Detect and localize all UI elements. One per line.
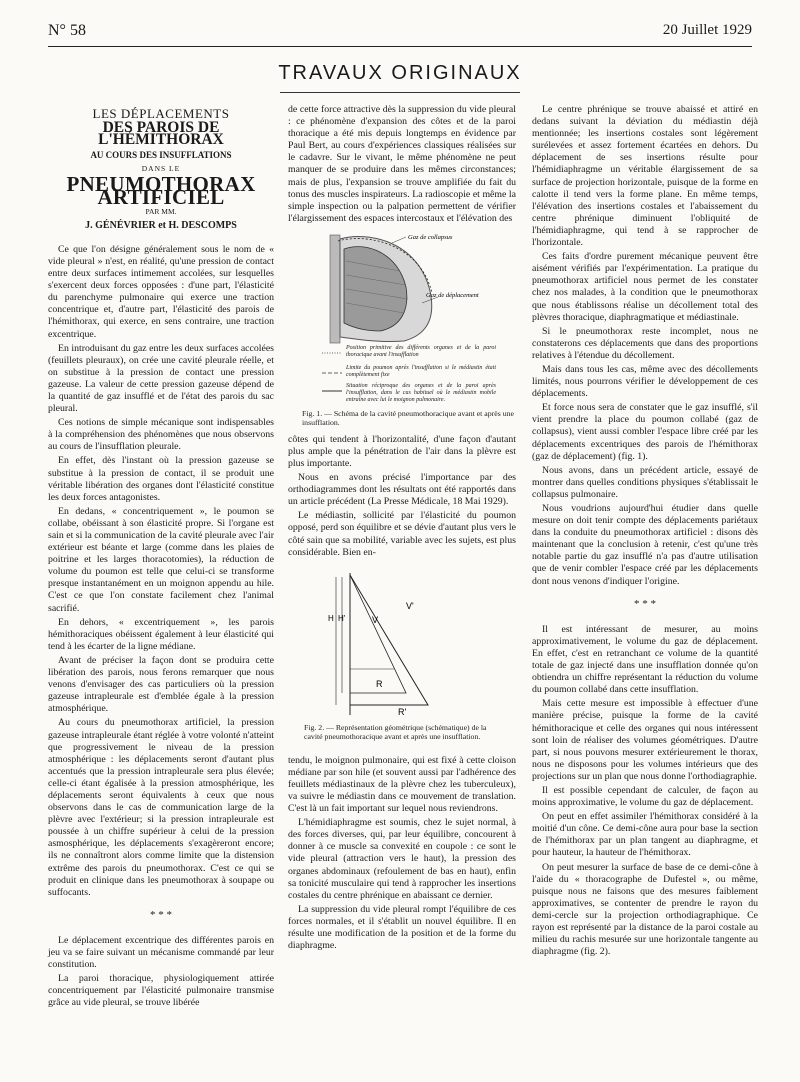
- figure-2: [304, 565, 502, 755]
- paragraph: Le médiastin, sollicité par l'élasticité du poumon opposé, perd son équilibre et se dévie d'autant plus vers le côté sain que sa mobilité, variable avec les sujets, est plus considérable. Bien en-: [288, 510, 516, 558]
- paragraph: Il est intéressant de mesurer, au moins approximativement, le volume du gaz de déplacement. En effet, c'est en retranchant ce volume de la quantité totale de gaz injecté dans une insufflation donnée qu'on obtiendra un chiffre représentant la réduction du volume du poumon collabé dans cette insufflation.: [532, 623, 758, 696]
- column-2: [288, 104, 516, 954]
- section-separator: * * *: [150, 908, 172, 921]
- paragraph: tendu, le moignon pulmonaire, qui est fixé à cette cloison médiane par son hile (et souvent aussi par l'adhérence des feuillets médiastinaux de la plèvre chez les tuberculeux), va suivre le médiastin dans ce mouvement de translation. C'est là un fait important sur lequel nous reviendrons.: [288, 754, 516, 815]
- article-byline: PAR MM.: [145, 206, 177, 216]
- label-r-prime: R': [398, 706, 407, 717]
- paragraph: La paroi thoracique, physiologiquement attirée concentriquement par l'élasticité pulmonaire transmise grâce au vide pleural, se trouve libérée: [48, 973, 274, 1009]
- paragraph: En introduisant du gaz entre les deux surfaces accolées (feuillets pleuraux), on crée une cavité pleurale réelle, et on substitue à la pression de contact une pression gazeuse. La valeur de cette pression gazeuse dépend de la quantité de gaz insufflé et de l'état des parois du sac pleural.: [48, 342, 274, 415]
- paragraph: côtes qui tendent à l'horizontalité, d'une façon d'autant plus ample que la pénétration de l'air dans la plèvre est plus importante.: [288, 433, 516, 469]
- article-title-line4: DANS LE: [141, 164, 181, 174]
- article-title-main: PNEUMOTHORAX ARTIFICIEL: [66, 172, 256, 209]
- paragraph: On peut en effet assimiler l'hémithorax considéré à la moitié d'un cône. Ce demi-cône aura pour base la section de l'hémithorax par un plan tangent au diaphragme, et pour hauteur, la hauteur de l'hémithorax.: [532, 811, 758, 859]
- label-gaz-deplacement: Gaz de déplacement: [426, 291, 479, 299]
- label-gaz-collapsus: Gaz de collapsus: [408, 233, 453, 241]
- paragraph: Et force nous sera de constater que le gaz insufflé, s'il vient prendre la place du poumon collabé (gaz de collapsus), vient aussi combler l'espace libre créé par les déplacements excentriques des parois de l'hémithorax (gaz de déplacement) (fig. 1).: [532, 402, 758, 462]
- paragraph: La suppression du vide pleural rompt l'équilibre de ces forces normales, et il s'établit un nouvel équilibre. Il en résulte une modification de la position et de la forme du diaphragme.: [288, 903, 516, 952]
- spine-shape: [330, 235, 340, 343]
- issue-number: N° 58: [48, 22, 86, 39]
- legend-item: Position primitive des différents organes et de la paroi thoracique avant l'insufflation: [346, 344, 496, 358]
- paragraph: Avant de préciser la façon dont se produira cette libération des parois, nous ferons remarquer que nous venons d'envisager des cas particuliers où la pression gazeuse intrapleurale est d'emblée égale à la pression atmosphérique.: [48, 654, 274, 715]
- paragraph: L'hémidiaphragme est soumis, chez le sujet normal, à des forces diverses, qui, par leur équilibre, concourent à donner à ce muscle sa convexité en coupole : ce sont le vide pleural (attraction vers le haut), la pression des organes abdominaux (refoulement de bas en haut), enfin sa tonicité musculaire qui tend à rapprocher les insertions costales du centre phrénique en abaissant ce dernier.: [288, 817, 516, 901]
- paragraph: Mais cette mesure est impossible à effectuer d'une manière précise, puisque la forme de la cavité hémithoracique et celle des organes qui nous intéressent sont loin de réaliser des volumes géométriques. D'autre part, si nous pouvons mesurer extérieurement le thorax, nous ne disposons pour les volumes intérieurs que des projections sur un plan que nous donne l'orthodiagraphie.: [532, 698, 758, 782]
- figure-2-drawing: [310, 565, 502, 721]
- paragraph: Au cours du pneumothorax artificiel, la pression gazeuse intrapleurale étant réglée à votre volonté n'atteint que progressivement le niveau de la pression atmosphérique : les déplacements seront d'autant plus accentués que la pression intrapleurale sera plus élevée; celle-ci étant égalisée à la pression atmosphérique, les déplacements seront équivalents à ceux que nous observons dans le cas de communication large de la plèvre avec l'extérieur; si la pression intrapleurale est poussée à un chiffre supérieur à celui de la pression asmosphérique, les déplacements s'exagèreront encore; ils ne connaîtront alors comme limite que la distension extrême des parois du pneumothorax. C'est ce qui se produit en clinique dans les pneumothorax à soupape ou suffocants.: [48, 717, 274, 898]
- paragraph: Ces faits d'ordre purement mécanique peuvent être aisément vérifiés par l'expérimentation. La pratique du pneumothorax artificiel nous permet de les constater chez nos malades, à la condition que le pneumothorax que nous établissons réalise un décollement total des plèvres thoracique, diaphragmatique et médiastinale.: [532, 251, 758, 323]
- figure-2-caption: Fig. 2. — Représentation géométrique (schématique) de la cavité pneumothoracique avant et après une insufflation.: [304, 722, 487, 742]
- figure-1-caption: Fig. 1. — Schéma de la cavité pneumothoracique avant et après une insufflation.: [302, 408, 514, 428]
- article-title-line1: LES DÉPLACEMENTS: [92, 106, 230, 121]
- legend-item: Situation réciproque des organes et de la paroi après l'insufflation, dans le cas habituel où le médiastin mobile entraîne avec lui le moignon pulmonaire.: [346, 382, 496, 403]
- article-title-line3: AU COURS DES INSUFFLATIONS: [90, 150, 232, 161]
- paragraph: Si le pneumothorax reste incomplet, nous ne constaterons ces déplacements que dans des proportions relatives à l'étendue du décollement.: [532, 325, 758, 361]
- paragraph: Nous voudrions aujourd'hui étudier dans quelle mesure on doit tenir compte des déplacements pariétaux dans la conduite du pneumothorax artificiel : disons dès maintenant que la conclusion à retenir, c'est qu'une très notable partie du gaz insufflé n'a pas d'autre utilisation que de venir combler l'espace créé par les déplacements dont nous venons d'indiquer l'origine.: [532, 503, 758, 587]
- paragraph: Ces notions de simple mécanique sont indispensables à la compréhension des phénomènes que nous observons au cours de l'insufflation pleurale.: [48, 417, 274, 453]
- paragraph: Il est possible cependant de calculer, de façon au moins approximative, le volume du gaz de déplacement.: [532, 784, 758, 809]
- article-authors: J. GÉNÉVRIER et H. DESCOMPS: [85, 219, 237, 231]
- column-1: [48, 104, 274, 1011]
- paragraph: Ce que l'on désigne généralement sous le nom de « vide pleural » n'est, en réalité, qu'une pression de contact entre deux surfaces intimement accolées, sur lesquelles s'exercent deux forces opposées : d'une part, l'élasticité du parenchyme pulmonaire qui exerce une traction concentrique et, d'autre part, l'élasticité des parois de l'hémithorax, qui exerce, en sens contraire, une traction excentrique.: [48, 243, 274, 340]
- paragraph: En dedans, « concentriquement », le poumon se collabe, obéissant à son élasticité propre. Si l'organe est sain et si la communication de la cavité pleurale avec l'air extérieur est béante et large (comme dans les plaies de poitrine et les larges thoracotomies), la réduction de volume du poumon est telle que celui-ci se transforme presque instantanément en un moignon appendu au hile. C'est ce que l'on constate facilement chez l'animal sacrifié.: [48, 505, 274, 614]
- section-rule: [280, 92, 520, 93]
- label-v-prime: V': [406, 600, 414, 611]
- paragraph: Nous en avons précisé l'importance par des orthodiagrammes dont les résultats ont été rapportés dans un article précédent (La Presse Médicale, 18 Mai 1929).: [288, 472, 516, 508]
- paragraph: Mais dans tous les cas, même avec des décollements limités, nous pourrons vérifier le développement de ces déplacements.: [532, 363, 758, 400]
- section-separator: * * *: [634, 597, 656, 610]
- cone-before: [350, 575, 428, 705]
- paragraph: Le centre phrénique se trouve abaissé et attiré en dedans suivant la déviation du médiastin déjà mentionnée; les insertions costales sont légèrement surélevées et assez fortement écartées en dehors. Du déplacement de ses insertions résulte pour l'hémidiaphragme un véritable élargissement de sa surface de projection horizontale, puisque de la forme en calotte il tend vers la forme plane. En même temps, l'élévation des insertions costales et l'abaissement du centre phrénique diminuent l'obliquité de l'hémidiaphragme, qui tend à se rapprocher de l'horizontale.: [532, 104, 758, 249]
- column-3: [532, 104, 758, 960]
- issue-date: 20 Juillet 1929: [662, 22, 752, 38]
- paragraph: Le déplacement excentrique des différentes parois en jeu va se faire suivant un mécanisme commandé par leur constitution.: [48, 934, 274, 971]
- paragraph: En dehors, « excentriquement », les parois hémithoraciques obéissent également à leur élasticité qui tend à les écarter de la ligne médiane.: [48, 616, 274, 652]
- paragraph: On peut mesurer la surface de base de ce demi-cône à l'aide du « thoracographe de Dufestel », ou même, puisque nous ne faisons que des mesures faiblement approximatives, se contenter de prendre le rayon du demi-cercle sur la projection orthodiagraphique. Ce rayon est représenté par la distance de la paroi costale au milieu du rachis mesurée sur une horizontale tangente au diaphragme (fig. 2).: [532, 861, 758, 958]
- legend-item: Limite du poumon après l'insufflation si le médiastin était complètement fixe: [346, 364, 496, 378]
- label-r: R: [376, 678, 383, 689]
- cone-after: [350, 575, 406, 693]
- figure-1: [308, 231, 504, 407]
- figure-1-legend: [346, 345, 496, 404]
- page-header: [48, 20, 752, 47]
- label-h: H: [328, 613, 334, 623]
- paragraph: de cette force attractive dès la suppression du vide pleural : ce phénomène d'expansion des côtes et de la paroi thoracique a été mis depuis longtemps en évidence par Paul Bert, au cours d'expériences classiques réalisées sur le cadavre. Sur le vivant, le même phénomène ne peut manquer de se produire dans les mêmes circonstances; mais de plus, l'expansion se trouve amplifiée du fait du tonus des muscles inspirateurs. La radioscopie et même la simple inspection ou la palpation permettent de vérifier l'élargissement des espaces intercostaux et l'élévation des: [288, 104, 516, 224]
- article-title-line2: DES PAROIS DE L'HÉMITHORAX: [98, 119, 224, 149]
- paragraph: En effet, dès l'instant où la pression gazeuse se substitue à la pression de contact, il se produit une véritable libération des organes dont l'élasticité constitue les deux forces antagonistes.: [48, 455, 274, 503]
- label-v: V: [372, 614, 379, 625]
- collapsus-pointer: [392, 237, 406, 243]
- label-h-prime: H': [338, 613, 346, 623]
- section-title: TRAVAUX ORIGINAUX: [278, 62, 522, 84]
- paragraph: Nous avons, dans un précédent article, essayé de montrer dans quelles conditions physiques s'établissait le collapsus pulmonaire.: [532, 464, 758, 500]
